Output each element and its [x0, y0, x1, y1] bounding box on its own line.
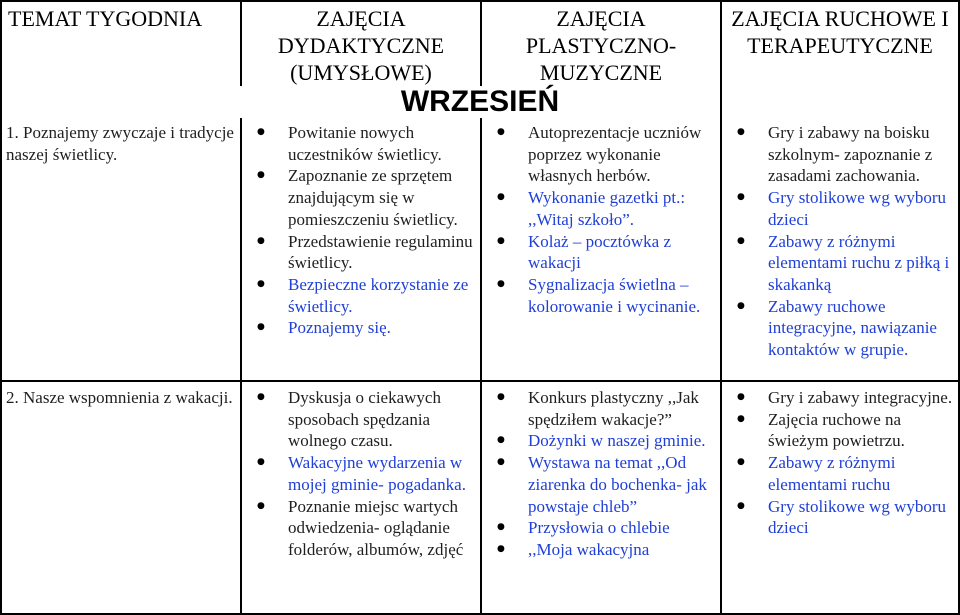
list-item: ● Dyskusja o ciekawych sposobach spędzania wolnego czasu.: [250, 387, 476, 452]
list-item: ● Gry stolikowe wg wyboru dzieci: [730, 496, 956, 539]
col-divider-1-bottom: [240, 118, 242, 615]
header-theme: TEMAT TYGODNIA: [8, 6, 203, 31]
list-item: ● Gry stolikowe wg wyboru dzieci: [730, 187, 956, 230]
list-item: ● Wykonanie gazetki pt.: ,,Witaj szkoło”.: [490, 187, 718, 230]
list-item: ● Bezpieczne korzystanie ze świetlicy.: [250, 274, 476, 317]
list-item: ● Gry i zabawy integracyjne.: [730, 387, 956, 409]
list-item: ● Zajęcia ruchowe na świeżym powietrzu.: [730, 409, 956, 452]
row-2-didactic-list: [250, 387, 476, 561]
list-item: ● Zabawy z różnymi elementami ruchu z piłką i skakanką: [730, 231, 956, 296]
col-divider-3: [720, 0, 722, 615]
list-item: ● Wakacyjne wydarzenia w mojej gminie- pogadanka.: [250, 452, 476, 495]
header-art: ZAJĘCIA PLASTYCZNO-MUZYCZNE: [525, 6, 677, 85]
list-item: ● ,,Moja wakacyjna: [490, 539, 718, 561]
list-item: ● Poznajemy się.: [250, 317, 476, 339]
list-item: ● Konkurs plastyczny ,,Jak spędziłem wakacje?”: [490, 387, 718, 430]
row-2-theme: 2. Nasze wspomnienia z wakacji.: [6, 388, 233, 407]
row-1-theme: 1. Poznajemy zwyczaje i tradycje naszej świetlicy.: [6, 123, 234, 164]
row-1-movement-list: [730, 122, 956, 361]
list-item: ● Autoprezentacje uczniów poprzez wykonanie własnych herbów.: [490, 122, 718, 187]
col-divider-2-bottom: [480, 118, 482, 615]
list-item: ● Powitanie nowych uczestników świetlicy.: [250, 122, 476, 165]
header-didactic: ZAJĘCIA DYDAKTYCZNE (UMYSŁOWE): [277, 6, 445, 85]
col-divider-1-top: [240, 0, 242, 86]
row-1-art-list: [490, 122, 718, 317]
list-item: ● Zapoznanie ze sprzętem znajdującym się w pomieszczeniu świetlicy.: [250, 165, 476, 230]
list-item: ● Przedstawienie regulaminu świetlicy.: [250, 231, 476, 274]
table-border-left: [0, 0, 2, 615]
list-item: ● Zabawy z różnymi elementami ruchu: [730, 452, 956, 495]
list-item: ● Przysłowia o chlebie: [490, 517, 718, 539]
list-item: ● Sygnalizacja świetlna – kolorowanie i wycinanie.: [490, 274, 718, 317]
list-item: ● Gry i zabawy na boisku szkolnym- zapoznanie z zasadami zachowania.: [730, 122, 956, 187]
col-divider-2-top: [480, 0, 482, 86]
month-banner: WRZESIEŃ: [400, 85, 560, 118]
list-item: ● Zabawy ruchowe integracyjne, nawiązanie kontaktów w grupie.: [730, 296, 956, 361]
list-item: ● Dożynki w naszej gminie.: [490, 430, 718, 452]
header-movement: ZAJĘCIA RUCHOWE I TERAPEUTYCZNE: [731, 6, 949, 58]
list-item: ● Kolaż – pocztówka z wakacji: [490, 231, 718, 274]
row-1-didactic-list: [250, 122, 476, 339]
row-2-art-list: [490, 387, 718, 611]
list-item: ● Wystawa na temat ,,Od ziarenka do bochenka- jak powstaje chleb”: [490, 452, 718, 517]
list-item: ● Poznanie miejsc wartych odwiedzenia- oglądanie folderów, albumów, zdjęć: [250, 496, 476, 561]
row-2-movement-list: [730, 387, 956, 539]
